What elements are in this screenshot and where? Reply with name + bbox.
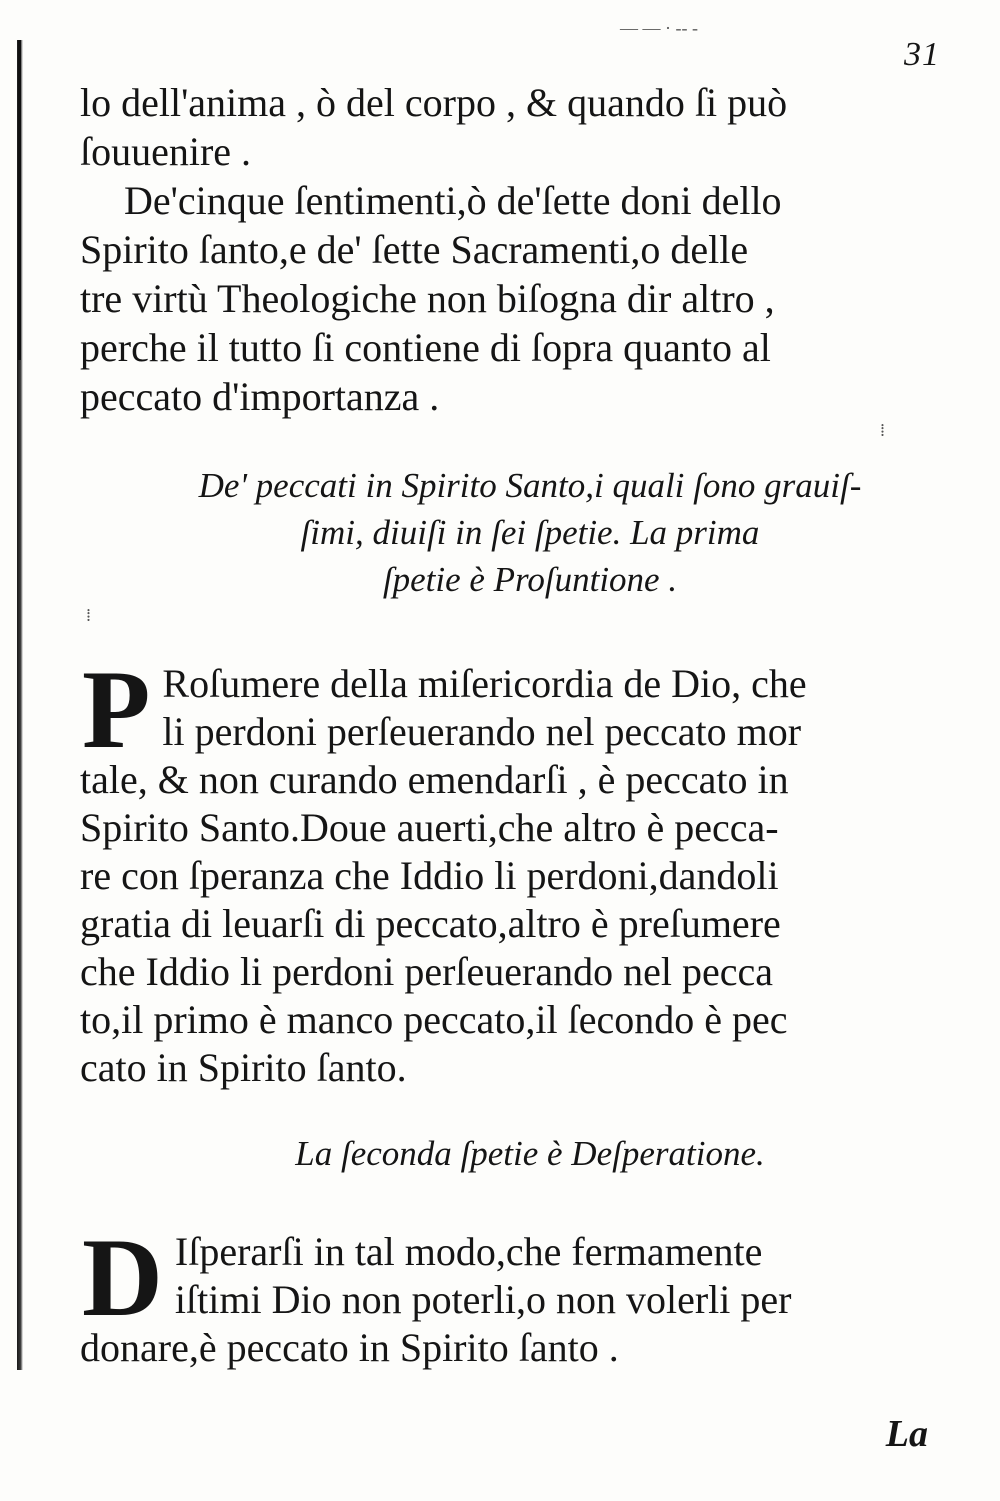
heading-line: La ſeconda ſpetie è Deſperatione. — [295, 1134, 765, 1173]
ink-speck: ⁞ — [880, 420, 886, 440]
text-line: tre virtù Theologiche non biſogna dir altro , — [80, 276, 775, 321]
top-paragraph — [80, 78, 980, 421]
heading-line: ſpetie è Proſuntione . — [382, 560, 678, 599]
text-line: Spirito Santo.Doue auerti,che altro è pecca- — [80, 805, 779, 850]
page-number: 31 — [904, 36, 940, 73]
text-line: iſtimi Dio non poterli,o non volerli per — [174, 1277, 792, 1322]
text-line: perche il tutto ſi contiene di ſopra quanto al — [80, 325, 771, 370]
text-line: donare,è peccato in Spirito ſanto . — [80, 1325, 619, 1370]
section-heading — [80, 1130, 980, 1177]
ink-speck: — — · ‐‐ ‑ — [620, 18, 698, 38]
text-line: gratia di leuarſi di peccato,altro è preſumere — [80, 901, 781, 946]
drop-cap: P — [82, 648, 151, 772]
text-line: re con ſperanza che Iddio li perdoni,dandoli — [80, 853, 779, 898]
text-line: lo dell'anima , ò del corpo , & quando ſi può — [80, 80, 788, 125]
text-line: to,il primo è manco peccato,il ſecondo è pec — [80, 997, 788, 1042]
catchword: La — [885, 1413, 928, 1455]
text-line: che Iddio li perdoni perſeuerando nel pecca — [80, 949, 774, 994]
ink-speck: ⁞ — [86, 605, 92, 625]
binding-shadow-dark — [18, 40, 21, 360]
text-line: peccato d'importanza . — [80, 374, 440, 419]
section-heading — [80, 462, 980, 603]
text-line: li perdoni perſeuerando nel peccato mor — [162, 709, 802, 754]
heading-line: De' peccati in Spirito Santo,i quali ſono grauiſ- — [198, 466, 862, 505]
drop-cap: D — [82, 1216, 163, 1340]
text-line: Spirito ſanto,e de' ſette Sacramenti,o delle — [80, 227, 749, 272]
text-line: De'cinque ſentimenti,ò de'ſette doni dello — [124, 178, 782, 223]
paragraph-presumption — [80, 648, 980, 1092]
text-line: cato in Spirito ſanto. — [80, 1045, 407, 1090]
heading-line: ſimi, diuiſi in ſei ſpetie. La prima — [300, 513, 760, 552]
text-line: tale, & non curando emendarſi , è peccato in — [80, 757, 789, 802]
paragraph-despair — [80, 1216, 980, 1372]
text-line: Roſumere della miſericordia de Dio, che — [162, 661, 807, 706]
text-line: Iſperarſi in tal modo,che fermamente — [174, 1229, 763, 1274]
text-line: ſouuenire . — [80, 129, 252, 174]
